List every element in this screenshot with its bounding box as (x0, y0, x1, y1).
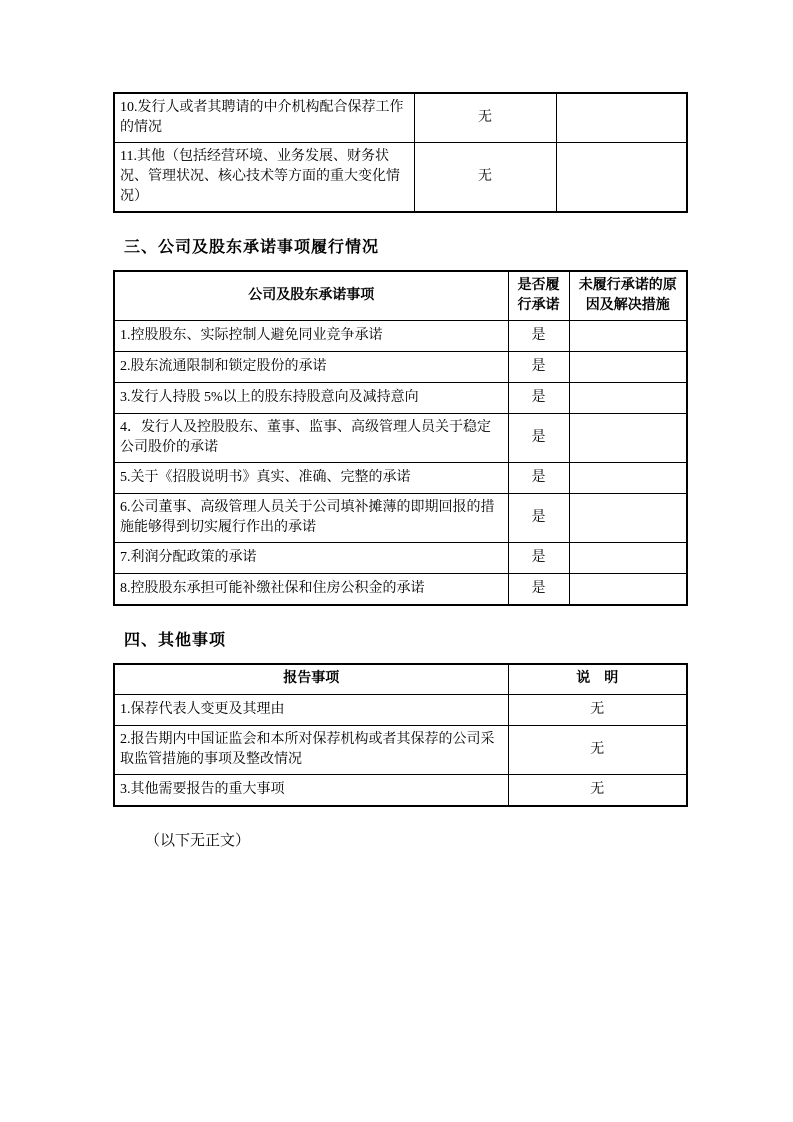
note-cell (569, 543, 687, 574)
note-cell (556, 143, 687, 213)
table-row (114, 775, 687, 806)
table-row (114, 93, 687, 143)
item-cell: 5.关于《招股说明书》真实、准确、完整的承诺 (114, 463, 508, 494)
table-row (114, 321, 687, 352)
status-cell: 无 (414, 93, 556, 143)
status-cell: 是 (508, 543, 569, 574)
item-cell: 8.控股股东承担可能补缴社保和住房公积金的承诺 (114, 574, 508, 605)
note-cell: 无 (508, 726, 687, 775)
item-cell: 2.报告期内中国证监会和本所对保荐机构或者其保荐的公司采取监管措施的事项及整改情况 (114, 726, 508, 775)
header-cell-item: 公司及股东承诺事项 (114, 271, 508, 321)
item-cell: 7.利润分配政策的承诺 (114, 543, 508, 574)
note-cell: 无 (508, 695, 687, 726)
note-cell (569, 494, 687, 543)
status-cell: 是 (508, 574, 569, 605)
commitments-table (113, 270, 688, 606)
note-cell (556, 93, 687, 143)
status-cell: 是 (508, 352, 569, 383)
continuation-table (113, 92, 688, 213)
header-cell-item: 报告事项 (114, 664, 508, 695)
item-cell: 2.股东流通限制和锁定股份的承诺 (114, 352, 508, 383)
header-cell-note: 说 明 (508, 664, 687, 695)
other-matters-table (113, 663, 688, 807)
note-cell (569, 463, 687, 494)
item-cell: 10.发行人或者其聘请的中介机构配合保荐工作的情况 (114, 93, 414, 143)
note-cell (569, 352, 687, 383)
item-cell: 4．发行人及控股股东、董事、监事、高级管理人员关于稳定公司股价的承诺 (114, 414, 508, 463)
item-cell: 3.其他需要报告的重大事项 (114, 775, 508, 806)
item-cell: 11.其他（包括经营环境、业务发展、财务状况、管理状况、核心技术等方面的重大变化情况） (114, 143, 414, 213)
header-cell-note: 未履行承诺的原因及解决措施 (569, 271, 687, 321)
table-row (114, 143, 687, 213)
table-row (114, 726, 687, 775)
table-row (114, 543, 687, 574)
note-cell (569, 321, 687, 352)
item-cell: 6.公司董事、高级管理人员关于公司填补摊薄的即期回报的措施能够得到切实履行作出的承诺 (114, 494, 508, 543)
status-cell: 是 (508, 383, 569, 414)
status-cell: 是 (508, 463, 569, 494)
status-cell: 是 (508, 494, 569, 543)
note-cell (569, 383, 687, 414)
section-heading-commitments: 三、公司及股东承诺事项履行情况 (124, 239, 380, 256)
closing-note: （以下无正文） (145, 832, 251, 849)
note-cell (569, 574, 687, 605)
note-cell: 无 (508, 775, 687, 806)
section-heading-other: 四、其他事项 (124, 631, 227, 649)
table-row (114, 463, 687, 494)
status-cell: 是 (508, 321, 569, 352)
status-cell: 是 (508, 414, 569, 463)
item-cell: 1.保荐代表人变更及其理由 (114, 695, 508, 726)
item-cell: 1.控股股东、实际控制人避免同业竞争承诺 (114, 321, 508, 352)
table-row (114, 494, 687, 543)
header-cell-status: 是否履行承诺 (508, 271, 569, 321)
table-header-row (114, 271, 687, 321)
table-row (114, 574, 687, 605)
table-row (114, 695, 687, 726)
table-header-row (114, 664, 687, 695)
table-row (114, 352, 687, 383)
note-cell (569, 414, 687, 463)
item-cell: 3.发行人持股 5%以上的股东持股意向及减持意向 (114, 383, 508, 414)
table-row (114, 414, 687, 463)
status-cell: 无 (414, 143, 556, 213)
table-row (114, 383, 687, 414)
